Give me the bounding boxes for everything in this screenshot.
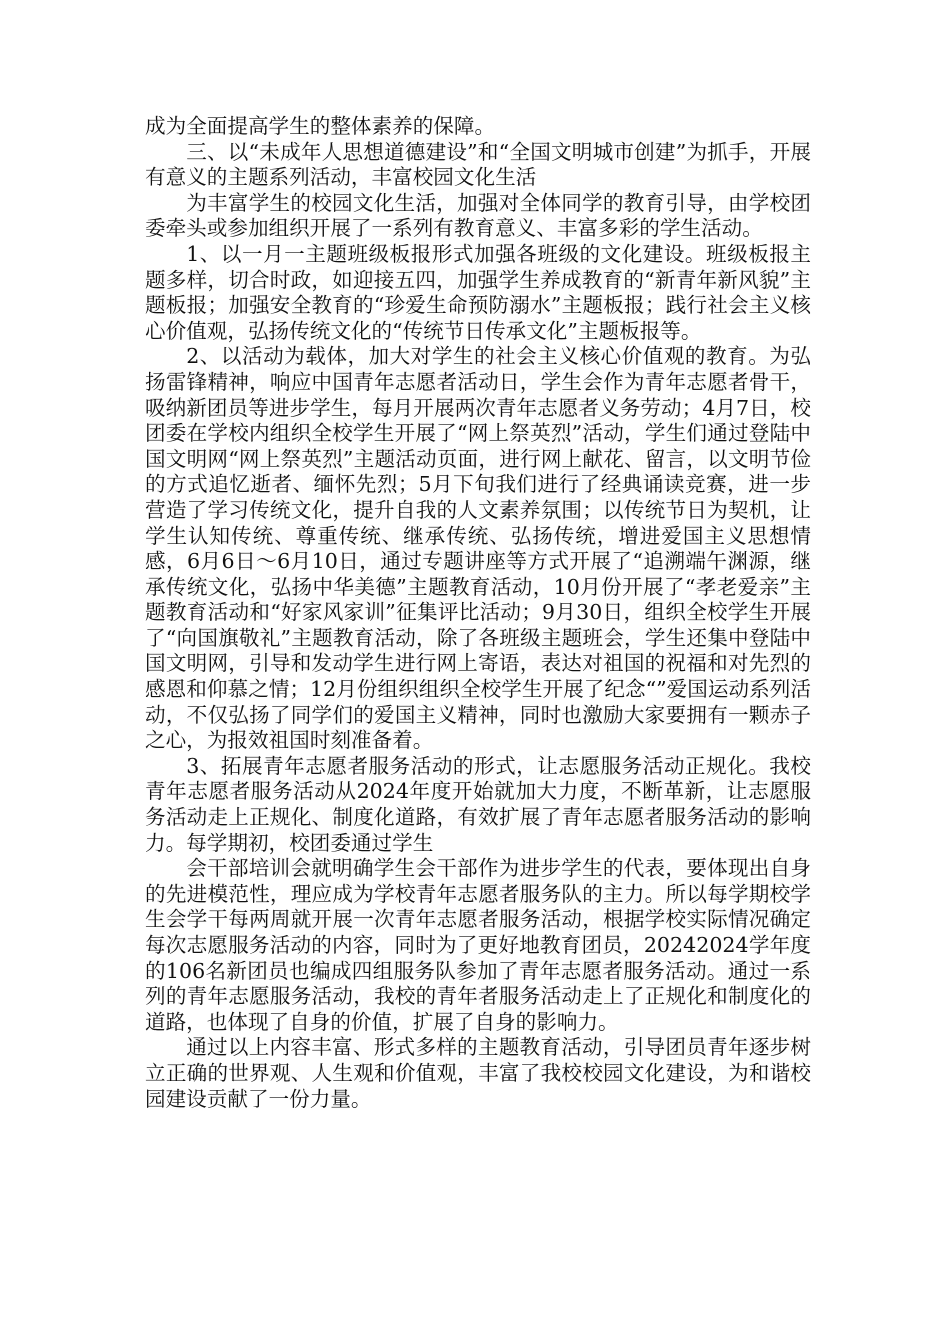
paragraph-item-1: 1、以一月一主题班级板报形式加强各班级的文化建设。班级板报主题多样，切合时政，如迎接五四，加强学生养成教育的“新青年新风貌”主题板报；加强安全教育的“珍爱生命预防溺水”主题板报；践行社会主义核心价值观，弘扬传统文化的“传统节日传承文化”主题板报等。 [145, 241, 811, 343]
paragraph-1: 成为全面提高学生的整体素养的保障。 [145, 114, 496, 138]
paragraph-item-3-continued: 会干部培训会就明确学生会干部作为进步学生的代表，要体现出自身的先进模范性，理应成为学校青年志愿者服务队的主力。所以每学期校学生会学干每两周就开展一次青年志愿者服务活动，根据学校实际情况确定每次志愿服务活动的内容，同时为了更好地教育团员，20242024学年度的106名新团员也编成四组服务队参加了青年志愿者服务活动。通过一系列的青年志愿服务活动，我校的青年者服务活动走上了正规化和制度化的道路，也体现了自身的价值，扩展了自身的影响力。 [145, 856, 811, 1034]
paragraph-item-2: 2、以活动为载体，加大对学生的社会主义核心价值观的教育。为弘扬雷锋精神，响应中国青年志愿者活动日，学生会作为青年志愿者骨干，吸纳新团员等进步学生，每月开展两次青年志愿者义务劳动；4月7日，校团委在学校内组织全校学生开展了“网上祭英烈”活动，学生们通过登陆中国文明网“网上祭英烈”主题活动页面，进行网上献花、留言，以文明节俭的方式追忆逝者、缅怀先烈；5月下旬我们进行了经典诵读竞赛，进一步营造了学习传统文化，提升自我的人文素养氛围；以传统节日为契机，让学生认知传统、尊重传统、继承传统、弘扬传统，增进爱国主义思想情感，6月6日～6月10日，通过专题讲座等方式开展了“追溯端午渊源，继承传统文化，弘扬中华美德”主题教育活动，10月份开展了“孝老爱亲”主题教育活动和“好家风家训”征集评比活动；9月30日，组织全校学生开展了“向国旗敬礼”主题教育活动，除了各班级主题班会，学生还集中登陆中国文明网，引导和发动学生进行网上寄语，表达对祖国的祝福和对先烈的感恩和仰慕之情；12月份组织组织全校学生开展了纪念“”爱国运动系列活动，不仅弘扬了同学们的爱国主义精神，同时也激励大家要拥有一颗赤子之心，为报效祖国时刻准备着。 [145, 344, 811, 753]
paragraph-conclusion: 通过以上内容丰富、形式多样的主题教育活动，引导团员青年逐步树立正确的世界观、人生观和价值观，丰富了我校校园文化建设，为和谐校园建设贡献了一份力量。 [145, 1035, 811, 1111]
document-body [145, 114, 811, 1112]
paragraph-item-3: 3、拓展青年志愿者服务活动的形式，让志愿服务活动正规化。我校青年志愿者服务活动从2024年度开始就加大力度，不断革新，让志愿服务活动走上正规化、制度化道路，有效扩展了青年志愿者服务活动的影响力。每学期初，校团委通过学生 [145, 753, 811, 855]
paragraph-intro: 为丰富学生的校园文化生活，加强对全体同学的教育引导，由学校团委牵头或参加组织开展了一系列有教育意义、丰富多彩的学生活动。 [145, 190, 811, 241]
section-heading-3: 三、以“未成年人思想道德建设”和“全国文明城市创建”为抓手，开展有意义的主题系列活动，丰富校园文化生活 [145, 139, 811, 190]
